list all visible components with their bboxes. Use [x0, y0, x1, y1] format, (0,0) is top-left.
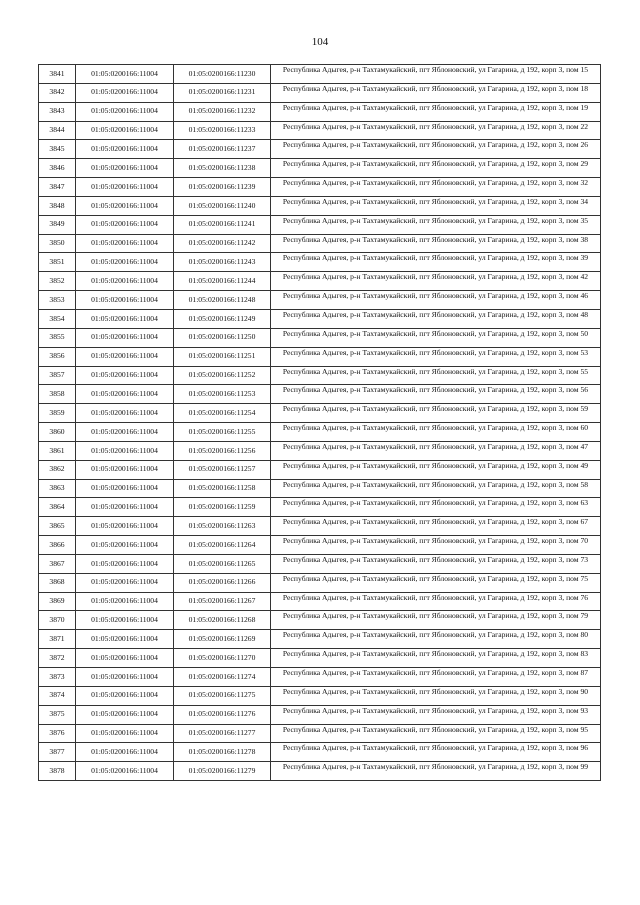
parent-cadastral-cell: 01:05:0200166:11004 — [76, 309, 174, 328]
parent-cadastral-cell: 01:05:0200166:11004 — [76, 347, 174, 366]
table-row — [39, 649, 601, 668]
parent-cadastral-cell: 01:05:0200166:11004 — [76, 83, 174, 102]
cadastral-number-cell: 01:05:0200166:11255 — [174, 423, 271, 442]
parent-cadastral-cell: 01:05:0200166:11004 — [76, 441, 174, 460]
parent-cadastral-cell: 01:05:0200166:11004 — [76, 743, 174, 762]
parent-cadastral-cell: 01:05:0200166:11004 — [76, 668, 174, 687]
row-number-cell: 3865 — [39, 517, 76, 536]
parent-cadastral-cell: 01:05:0200166:11004 — [76, 479, 174, 498]
address-cell: Республика Адыгея, р-н Тахтамукайский, пгт Яблоновский, ул Гагарина, д 192, корп 3, пом 95 — [271, 724, 601, 743]
address-cell: Республика Адыгея, р-н Тахтамукайский, пгт Яблоновский, ул Гагарина, д 192, корп 3, пом 26 — [271, 140, 601, 159]
table-row — [39, 140, 601, 159]
table-row — [39, 83, 601, 102]
row-number-cell: 3873 — [39, 668, 76, 687]
address-cell: Республика Адыгея, р-н Тахтамукайский, пгт Яблоновский, ул Гагарина, д 192, корп 3, пом 47 — [271, 441, 601, 460]
table-row — [39, 498, 601, 517]
cadastral-number-cell: 01:05:0200166:11251 — [174, 347, 271, 366]
table-row — [39, 272, 601, 291]
row-number-cell: 3864 — [39, 498, 76, 517]
cadastral-number-cell: 01:05:0200166:11250 — [174, 328, 271, 347]
parent-cadastral-cell: 01:05:0200166:11004 — [76, 517, 174, 536]
parent-cadastral-cell: 01:05:0200166:11004 — [76, 291, 174, 310]
row-number-cell: 3871 — [39, 630, 76, 649]
cadastral-number-cell: 01:05:0200166:11252 — [174, 366, 271, 385]
row-number-cell: 3874 — [39, 686, 76, 705]
cadastral-number-cell: 01:05:0200166:11248 — [174, 291, 271, 310]
cadastral-number-cell: 01:05:0200166:11233 — [174, 121, 271, 140]
parent-cadastral-cell: 01:05:0200166:11004 — [76, 649, 174, 668]
table-row — [39, 385, 601, 404]
table-row — [39, 178, 601, 197]
cadastral-number-cell: 01:05:0200166:11249 — [174, 309, 271, 328]
address-cell: Республика Адыгея, р-н Тахтамукайский, пгт Яблоновский, ул Гагарина, д 192, корп 3, пом 18 — [271, 83, 601, 102]
address-cell: Республика Адыгея, р-н Тахтамукайский, пгт Яблоновский, ул Гагарина, д 192, корп 3, пом 22 — [271, 121, 601, 140]
row-number-cell: 3854 — [39, 309, 76, 328]
row-number-cell: 3847 — [39, 178, 76, 197]
parent-cadastral-cell: 01:05:0200166:11004 — [76, 65, 174, 84]
cadastral-number-cell: 01:05:0200166:11269 — [174, 630, 271, 649]
address-cell: Республика Адыгея, р-н Тахтамукайский, пгт Яблоновский, ул Гагарина, д 192, корп 3, пом 55 — [271, 366, 601, 385]
table-row — [39, 215, 601, 234]
address-cell: Республика Адыгея, р-н Тахтамукайский, пгт Яблоновский, ул Гагарина, д 192, корп 3, пом 75 — [271, 573, 601, 592]
table-row — [39, 573, 601, 592]
row-number-cell: 3846 — [39, 159, 76, 178]
table-row — [39, 743, 601, 762]
table-row — [39, 611, 601, 630]
row-number-cell: 3852 — [39, 272, 76, 291]
address-cell: Республика Адыгея, р-н Тахтамукайский, пгт Яблоновский, ул Гагарина, д 192, корп 3, пом 32 — [271, 178, 601, 197]
address-cell: Республика Адыгея, р-н Тахтамукайский, пгт Яблоновский, ул Гагарина, д 192, корп 3, пом 39 — [271, 253, 601, 272]
table-row — [39, 668, 601, 687]
cadastral-number-cell: 01:05:0200166:11254 — [174, 404, 271, 423]
address-cell: Республика Адыгея, р-н Тахтамукайский, пгт Яблоновский, ул Гагарина, д 192, корп 3, пом 35 — [271, 215, 601, 234]
table-row — [39, 253, 601, 272]
cadastral-number-cell: 01:05:0200166:11274 — [174, 668, 271, 687]
cadastral-number-cell: 01:05:0200166:11241 — [174, 215, 271, 234]
address-cell: Республика Адыгея, р-н Тахтамукайский, пгт Яблоновский, ул Гагарина, д 192, корп 3, пом 79 — [271, 611, 601, 630]
cadastral-number-cell: 01:05:0200166:11243 — [174, 253, 271, 272]
row-number-cell: 3866 — [39, 536, 76, 555]
row-number-cell: 3841 — [39, 65, 76, 84]
cadastral-number-cell: 01:05:0200166:11230 — [174, 65, 271, 84]
parent-cadastral-cell: 01:05:0200166:11004 — [76, 272, 174, 291]
address-cell: Республика Адыгея, р-н Тахтамукайский, пгт Яблоновский, ул Гагарина, д 192, корп 3, пом 19 — [271, 102, 601, 121]
table-row — [39, 102, 601, 121]
table-row — [39, 554, 601, 573]
parent-cadastral-cell: 01:05:0200166:11004 — [76, 385, 174, 404]
address-cell: Республика Адыгея, р-н Тахтамукайский, пгт Яблоновский, ул Гагарина, д 192, корп 3, пом 58 — [271, 479, 601, 498]
row-number-cell: 3860 — [39, 423, 76, 442]
cadastral-number-cell: 01:05:0200166:11253 — [174, 385, 271, 404]
address-cell: Республика Адыгея, р-н Тахтамукайский, пгт Яблоновский, ул Гагарина, д 192, корп 3, пом 90 — [271, 686, 601, 705]
parent-cadastral-cell: 01:05:0200166:11004 — [76, 102, 174, 121]
parent-cadastral-cell: 01:05:0200166:11004 — [76, 121, 174, 140]
cadastral-number-cell: 01:05:0200166:11259 — [174, 498, 271, 517]
address-cell: Республика Адыгея, р-н Тахтамукайский, пгт Яблоновский, ул Гагарина, д 192, корп 3, пом 83 — [271, 649, 601, 668]
row-number-cell: 3877 — [39, 743, 76, 762]
address-cell: Республика Адыгея, р-н Тахтамукайский, пгт Яблоновский, ул Гагарина, д 192, корп 3, пом 60 — [271, 423, 601, 442]
parent-cadastral-cell: 01:05:0200166:11004 — [76, 253, 174, 272]
cadastral-number-cell: 01:05:0200166:11266 — [174, 573, 271, 592]
cadastral-number-cell: 01:05:0200166:11268 — [174, 611, 271, 630]
address-cell: Республика Адыгея, р-н Тахтамукайский, пгт Яблоновский, ул Гагарина, д 192, корп 3, пом 38 — [271, 234, 601, 253]
address-cell: Республика Адыгея, р-н Тахтамукайский, пгт Яблоновский, ул Гагарина, д 192, корп 3, пом 29 — [271, 159, 601, 178]
cadastral-number-cell: 01:05:0200166:11263 — [174, 517, 271, 536]
row-number-cell: 3872 — [39, 649, 76, 668]
table-row — [39, 592, 601, 611]
cadastral-number-cell: 01:05:0200166:11244 — [174, 272, 271, 291]
address-cell: Республика Адыгея, р-н Тахтамукайский, пгт Яблоновский, ул Гагарина, д 192, корп 3, пом 49 — [271, 460, 601, 479]
table-row — [39, 65, 601, 84]
table-row — [39, 309, 601, 328]
cadastral-number-cell: 01:05:0200166:11232 — [174, 102, 271, 121]
row-number-cell: 3855 — [39, 328, 76, 347]
parent-cadastral-cell: 01:05:0200166:11004 — [76, 159, 174, 178]
table-row — [39, 196, 601, 215]
parent-cadastral-cell: 01:05:0200166:11004 — [76, 611, 174, 630]
cadastral-number-cell: 01:05:0200166:11257 — [174, 460, 271, 479]
table-row — [39, 686, 601, 705]
parent-cadastral-cell: 01:05:0200166:11004 — [76, 234, 174, 253]
address-cell: Республика Адыгея, р-н Тахтамукайский, пгт Яблоновский, ул Гагарина, д 192, корп 3, пом 63 — [271, 498, 601, 517]
parent-cadastral-cell: 01:05:0200166:11004 — [76, 554, 174, 573]
row-number-cell: 3867 — [39, 554, 76, 573]
row-number-cell: 3856 — [39, 347, 76, 366]
cadastral-number-cell: 01:05:0200166:11238 — [174, 159, 271, 178]
address-cell: Республика Адыгея, р-н Тахтамукайский, пгт Яблоновский, ул Гагарина, д 192, корп 3, пом 87 — [271, 668, 601, 687]
table-row — [39, 724, 601, 743]
row-number-cell: 3853 — [39, 291, 76, 310]
address-cell: Республика Адыгея, р-н Тахтамукайский, пгт Яблоновский, ул Гагарина, д 192, корп 3, пом 15 — [271, 65, 601, 84]
address-cell: Республика Адыгея, р-н Тахтамукайский, пгт Яблоновский, ул Гагарина, д 192, корп 3, пом 96 — [271, 743, 601, 762]
parent-cadastral-cell: 01:05:0200166:11004 — [76, 705, 174, 724]
row-number-cell: 3845 — [39, 140, 76, 159]
address-cell: Республика Адыгея, р-н Тахтамукайский, пгт Яблоновский, ул Гагарина, д 192, корп 3, пом 67 — [271, 517, 601, 536]
row-number-cell: 3863 — [39, 479, 76, 498]
cadastral-number-cell: 01:05:0200166:11275 — [174, 686, 271, 705]
table-body — [39, 65, 601, 781]
parent-cadastral-cell: 01:05:0200166:11004 — [76, 573, 174, 592]
cadastral-number-cell: 01:05:0200166:11276 — [174, 705, 271, 724]
table-row — [39, 234, 601, 253]
cadastral-number-cell: 01:05:0200166:11265 — [174, 554, 271, 573]
row-number-cell: 3850 — [39, 234, 76, 253]
address-cell: Республика Адыгея, р-н Тахтамукайский, пгт Яблоновский, ул Гагарина, д 192, корп 3, пом 48 — [271, 309, 601, 328]
table-row — [39, 328, 601, 347]
table-row — [39, 460, 601, 479]
address-cell: Республика Адыгея, р-н Тахтамукайский, пгт Яблоновский, ул Гагарина, д 192, корп 3, пом 70 — [271, 536, 601, 555]
parent-cadastral-cell: 01:05:0200166:11004 — [76, 536, 174, 555]
row-number-cell: 3851 — [39, 253, 76, 272]
parent-cadastral-cell: 01:05:0200166:11004 — [76, 423, 174, 442]
row-number-cell: 3843 — [39, 102, 76, 121]
parent-cadastral-cell: 01:05:0200166:11004 — [76, 592, 174, 611]
property-table — [38, 64, 601, 781]
cadastral-number-cell: 01:05:0200166:11242 — [174, 234, 271, 253]
address-cell: Республика Адыгея, р-н Тахтамукайский, пгт Яблоновский, ул Гагарина, д 192, корп 3, пом 53 — [271, 347, 601, 366]
row-number-cell: 3878 — [39, 762, 76, 781]
table-row — [39, 762, 601, 781]
address-cell: Республика Адыгея, р-н Тахтамукайский, пгт Яблоновский, ул Гагарина, д 192, корп 3, пом 59 — [271, 404, 601, 423]
address-cell: Республика Адыгея, р-н Тахтамукайский, пгт Яблоновский, ул Гагарина, д 192, корп 3, пом 46 — [271, 291, 601, 310]
address-cell: Республика Адыгея, р-н Тахтамукайский, пгт Яблоновский, ул Гагарина, д 192, корп 3, пом 34 — [271, 196, 601, 215]
table-row — [39, 517, 601, 536]
table-row — [39, 366, 601, 385]
parent-cadastral-cell: 01:05:0200166:11004 — [76, 686, 174, 705]
table-row — [39, 291, 601, 310]
cadastral-number-cell: 01:05:0200166:11258 — [174, 479, 271, 498]
parent-cadastral-cell: 01:05:0200166:11004 — [76, 215, 174, 234]
cadastral-number-cell: 01:05:0200166:11279 — [174, 762, 271, 781]
row-number-cell: 3849 — [39, 215, 76, 234]
table-row — [39, 479, 601, 498]
parent-cadastral-cell: 01:05:0200166:11004 — [76, 630, 174, 649]
parent-cadastral-cell: 01:05:0200166:11004 — [76, 140, 174, 159]
cadastral-number-cell: 01:05:0200166:11239 — [174, 178, 271, 197]
address-cell: Республика Адыгея, р-н Тахтамукайский, пгт Яблоновский, ул Гагарина, д 192, корп 3, пом 76 — [271, 592, 601, 611]
table-row — [39, 404, 601, 423]
row-number-cell: 3861 — [39, 441, 76, 460]
cadastral-number-cell: 01:05:0200166:11240 — [174, 196, 271, 215]
cadastral-number-cell: 01:05:0200166:11231 — [174, 83, 271, 102]
address-cell: Республика Адыгея, р-н Тахтамукайский, пгт Яблоновский, ул Гагарина, д 192, корп 3, пом 56 — [271, 385, 601, 404]
address-cell: Республика Адыгея, р-н Тахтамукайский, пгт Яблоновский, ул Гагарина, д 192, корп 3, пом 99 — [271, 762, 601, 781]
parent-cadastral-cell: 01:05:0200166:11004 — [76, 460, 174, 479]
table-row — [39, 423, 601, 442]
row-number-cell: 3875 — [39, 705, 76, 724]
row-number-cell: 3859 — [39, 404, 76, 423]
table-row — [39, 705, 601, 724]
cadastral-number-cell: 01:05:0200166:11256 — [174, 441, 271, 460]
row-number-cell: 3858 — [39, 385, 76, 404]
table-row — [39, 121, 601, 140]
address-cell: Республика Адыгея, р-н Тахтамукайский, пгт Яблоновский, ул Гагарина, д 192, корп 3, пом 50 — [271, 328, 601, 347]
parent-cadastral-cell: 01:05:0200166:11004 — [76, 404, 174, 423]
parent-cadastral-cell: 01:05:0200166:11004 — [76, 328, 174, 347]
parent-cadastral-cell: 01:05:0200166:11004 — [76, 196, 174, 215]
row-number-cell: 3857 — [39, 366, 76, 385]
address-cell: Республика Адыгея, р-н Тахтамукайский, пгт Яблоновский, ул Гагарина, д 192, корп 3, пом 80 — [271, 630, 601, 649]
row-number-cell: 3848 — [39, 196, 76, 215]
cadastral-number-cell: 01:05:0200166:11278 — [174, 743, 271, 762]
parent-cadastral-cell: 01:05:0200166:11004 — [76, 178, 174, 197]
row-number-cell: 3842 — [39, 83, 76, 102]
cadastral-number-cell: 01:05:0200166:11277 — [174, 724, 271, 743]
cadastral-number-cell: 01:05:0200166:11264 — [174, 536, 271, 555]
row-number-cell: 3868 — [39, 573, 76, 592]
parent-cadastral-cell: 01:05:0200166:11004 — [76, 724, 174, 743]
cadastral-number-cell: 01:05:0200166:11237 — [174, 140, 271, 159]
address-cell: Республика Адыгея, р-н Тахтамукайский, пгт Яблоновский, ул Гагарина, д 192, корп 3, пом 93 — [271, 705, 601, 724]
parent-cadastral-cell: 01:05:0200166:11004 — [76, 498, 174, 517]
cadastral-number-cell: 01:05:0200166:11267 — [174, 592, 271, 611]
table-row — [39, 347, 601, 366]
table-row — [39, 630, 601, 649]
table-row — [39, 536, 601, 555]
address-cell: Республика Адыгея, р-н Тахтамукайский, пгт Яблоновский, ул Гагарина, д 192, корп 3, пом 42 — [271, 272, 601, 291]
row-number-cell: 3876 — [39, 724, 76, 743]
page-number: 104 — [311, 36, 329, 48]
parent-cadastral-cell: 01:05:0200166:11004 — [76, 366, 174, 385]
table-row — [39, 441, 601, 460]
parent-cadastral-cell: 01:05:0200166:11004 — [76, 762, 174, 781]
table-row — [39, 159, 601, 178]
row-number-cell: 3869 — [39, 592, 76, 611]
row-number-cell: 3870 — [39, 611, 76, 630]
address-cell: Республика Адыгея, р-н Тахтамукайский, пгт Яблоновский, ул Гагарина, д 192, корп 3, пом 73 — [271, 554, 601, 573]
row-number-cell: 3862 — [39, 460, 76, 479]
cadastral-number-cell: 01:05:0200166:11270 — [174, 649, 271, 668]
row-number-cell: 3844 — [39, 121, 76, 140]
